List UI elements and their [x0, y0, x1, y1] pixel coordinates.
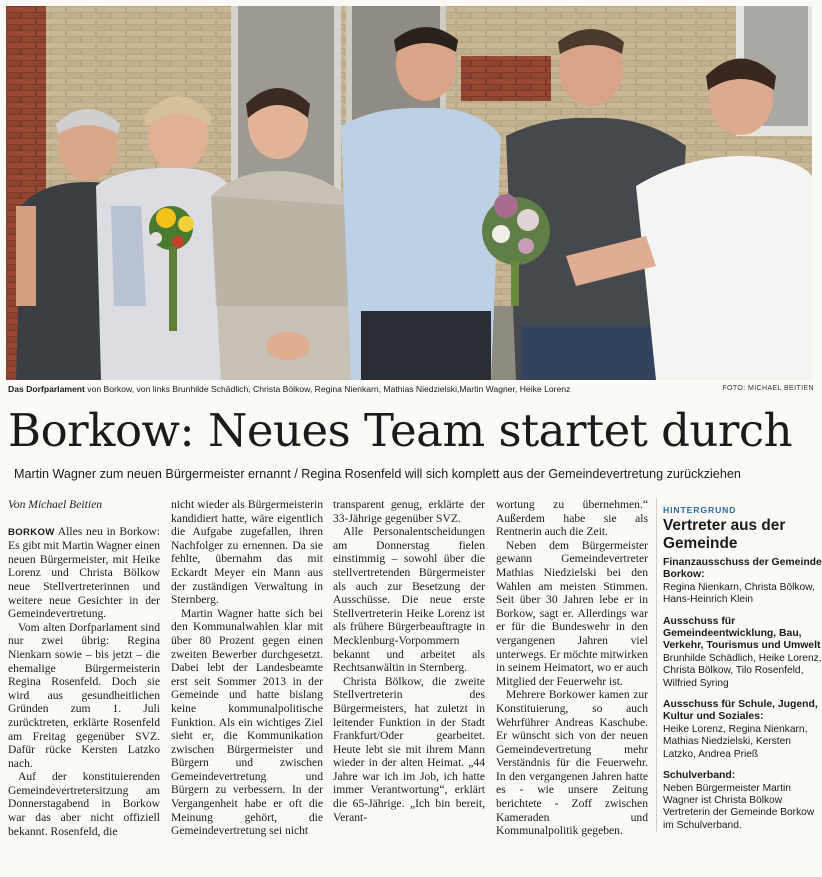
article-paragraph: Martin Wagner hatte sich bei den Kommunalwahlen klar mit über 80 Prozent gegen einen zweiten Bewerber durchgesetzt. Dabei lebt der Landesbeamte erst seit Sommer 2013 in der Gemeinde und hatte bislang keine kommunalpolitische Funktion. Als ein wichtiges Ziel sieht er, die Kommunikation zwischen Bürgermeister und Bürgern und zwischen Gemeindevertretung und Bürgern zu verbessern. In der Vergangenheit habe er oft die Meinung gehört, die Gemeindevertretung sei nicht	[171, 606, 323, 838]
sidebar-text: Heike Lorenz, Regina Nienkarn, Mathias Niedzielski, Kersten Latzko, Andrea Prieß	[663, 723, 808, 760]
byline: Von Michael Beitien	[8, 498, 103, 511]
article-paragraph: wortung zu übernehmen.“ Außerdem habe sie als Rentnerin auch die Zeit.	[496, 498, 648, 539]
caption-text: von Borkow, von links Brunhilde Schädlich, Christa Bölkow, Regina Nienkarn, Mathias Niedzielski,Martin Wagner, Heike Lorenz	[84, 384, 571, 394]
article-paragraph	[8, 525, 160, 621]
photo-caption	[8, 382, 814, 396]
group-photo-illustration	[6, 6, 812, 380]
background-box	[656, 498, 822, 832]
article-paragraph: Alle Personalentscheidungen am Donnerstag fielen einstimmig – sowohl über die stellvertretenden Bürgermeister als auch zur Besetzung der Ausschüsse. Die neue erste Stellvertreterin Heike Lorenz ist als frühere Bürgerbeauftragte in Mecklenburg-Vorpommern bekannt und arbeitet als Rechtsanwältin in Sternberg.	[333, 525, 485, 675]
article-paragraph: Vom alten Dorfparlament sind nur zwei übrig: Regina Nienkarn sowie – bis jetzt – die ehemalige Bürgermeisterin Regina Rosenfeld. Doch sie wird aus gesundheitlichen Gründen zum 1. Juli zurücktreten, erklärte Rosenfeld am Freitag gegenüber SVZ. Dafür rücke Kersten Latzko nach.	[8, 620, 160, 770]
sidebar-heading: Ausschuss für Schule, Jugend, Kultur und Soziales:	[663, 699, 818, 723]
photo-credit: FOTO: MICHAEL BEITIEN	[722, 385, 814, 392]
sidebar-heading: Ausschuss für Gemeindeentwicklung, Bau, Verkehr, Tourismus und Umwelt	[663, 615, 821, 652]
caption-lead: Das Dorfparlament	[8, 384, 85, 394]
article-paragraph: nicht wieder als Bürgermeisterin kandidiert hatte, wäre eigentlich die Aufgabe zugefallen, ihren Nachfolger zu ernennen. Da sie fehlte, übernahm das mit Eckardt Meyer ein Mann aus der zuständigen Verwaltung in Sternberg.	[171, 498, 323, 607]
article-paragraph: transparent genug, erklärte der 33-Jährige gegenüber SVZ.	[333, 498, 485, 525]
article-photo	[6, 6, 812, 380]
sidebar-heading: Schulverband:	[663, 770, 736, 782]
article-paragraph: Christa Bölkow, die zweite Stellvertreterin des Bürgermeisters, hat zuletzt in leitender Funktion in der Stadt Frankfurt/Oder gearbeitet. Heute lebt sie mit ihrem Mann wieder in der alten Heimat. „44 Jahre war ich im Job, ich hatte immer Verantwortung“, erklärt die 65-Jährige. „Ich bin bereit, Verant-	[333, 674, 485, 824]
sidebar-text: Regina Nienkarn, Christa Bölkow, Hans-Heinrich Klein	[663, 581, 815, 606]
sidebar-heading: Finanzausschuss der Gemeinde Borkow:	[663, 557, 822, 581]
sidebar-kicker: HINTERGRUND	[663, 505, 737, 515]
subheadline: Martin Wagner zum neuen Bürgermeister ernannt / Regina Rosenfeld will sich komplett aus der Gemeindevertretung zurückziehen	[14, 467, 741, 481]
article-paragraph: Mehrere Borkower kamen zur Konstituierung, so auch Wehrführer Andreas Kaschube. Er wünscht sich von der neuen Gemeindevertretung mehr Verständnis für die Feuerwehr. In den vergangenen Jahren hatte es - wie unsere Zeitung berichtete - Zoff zwischen Kameraden und Kommunalpolitik gegeben.	[496, 688, 648, 838]
sidebar-text: Neben Bürgermeister Martin Wagner ist Christa Bölkow Vertreterin der Gemeinde Borkow im Schulverband.	[663, 782, 815, 831]
sidebar-text: Brunhilde Schädlich, Heike Lorenz, Christa Bölkow, Tilo Rosenfeld, Wilfried Syring	[663, 652, 822, 689]
article-column-3	[333, 498, 485, 824]
article-paragraph: Neben dem Bürgermeister gewann Gemeindevertreter Mathias Niedzielski bei den Wahlen am meisten Stimmen. Seit über 30 Jahren lebe er in Borkow, sagt er. Allerdings war er für die Bundeswehr in den vergangenen Jahren viel unterwegs. Er möchte mitwirken in seinem Heimatort, wo er auch Mitglied der Feuerwehr ist.	[496, 538, 648, 688]
article-column-1	[8, 498, 160, 838]
dateline: BORKOW	[8, 526, 55, 538]
article-paragraph: Auf der konstituierenden Gemeindevertretersitzung am Donnerstagabend in Borkow war das aber nicht offiziell bekannt. Rosenfeld, die	[8, 770, 160, 838]
article-column-4	[496, 498, 648, 838]
article-column-2	[171, 498, 323, 838]
headline: Borkow: Neues Team startet durch	[8, 404, 793, 457]
sidebar-title: Vertreter aus der Gemeinde	[663, 517, 786, 552]
paragraph-text: Alles neu in Borkow: Es gibt mit Martin Wagner einen neuen Bürgermeister, mit Heike Lorenz und Christa Bölkow neue Stellvertreterinnen und weitere neue Gesichter in der Gemeindevertretung.	[8, 524, 160, 621]
